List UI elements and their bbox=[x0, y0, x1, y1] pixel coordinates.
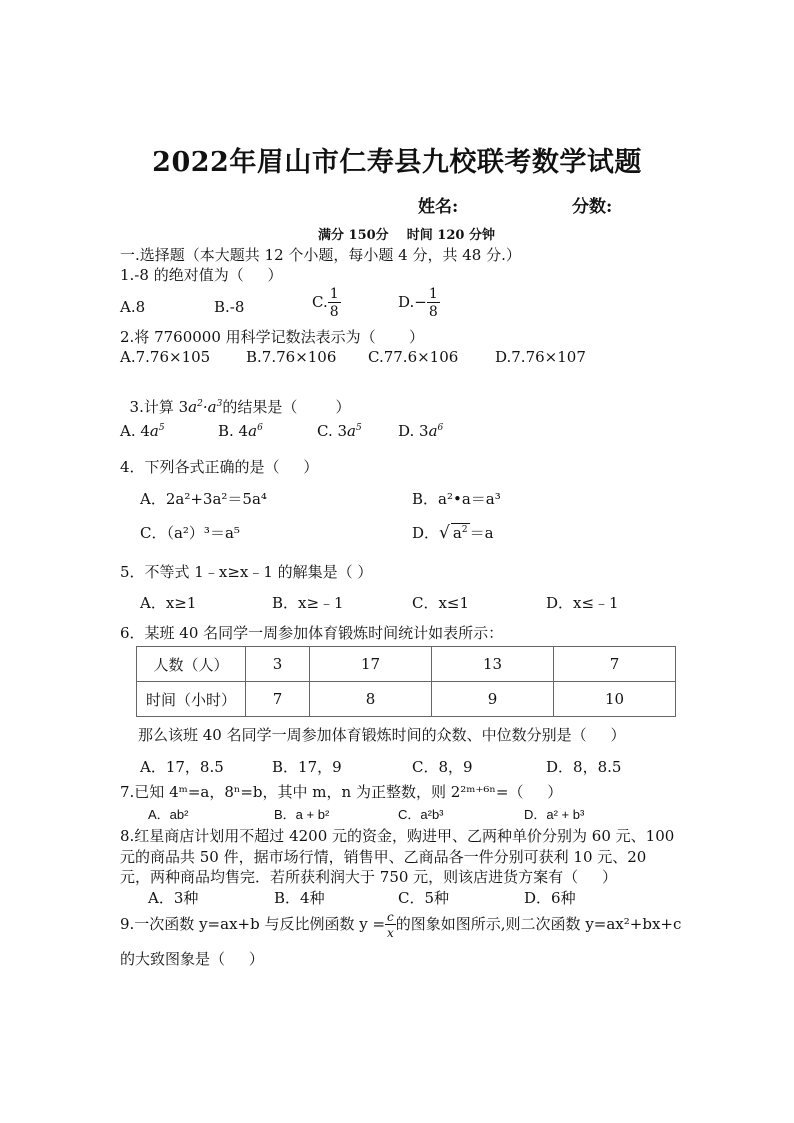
fraction-neg-one-eighth bbox=[427, 287, 440, 319]
question-8-option-b: B．4种 bbox=[274, 889, 325, 907]
opt-text: B. 4 bbox=[218, 422, 249, 440]
question-1-stem: 1.-8 的绝对值为（ ） bbox=[120, 266, 283, 284]
question-2-option-b: B.7.76×106 bbox=[246, 348, 337, 366]
frac-numerator: 1 bbox=[329, 286, 339, 302]
question-2-option-c: C.77.6×106 bbox=[368, 348, 459, 366]
name-label: 姓名: bbox=[418, 197, 459, 217]
question-3-option-b: B. $4a^6$ bbox=[218, 422, 263, 440]
question-5-option-d: D．x≤﹣1 bbox=[546, 594, 619, 612]
table-cell: 17 bbox=[310, 647, 432, 682]
question-3-option-a: A. $4a^5$ bbox=[120, 422, 165, 440]
page-title: 2022年眉山市仁寿县九校联考数学试题 bbox=[152, 147, 642, 178]
table-cell: 时间（小时） bbox=[137, 682, 246, 717]
question-1-option-c bbox=[312, 287, 341, 319]
exercise-time-table bbox=[136, 646, 676, 717]
question-6-option-b: B．17，9 bbox=[272, 758, 342, 776]
question-6-option-c: C．8，9 bbox=[412, 758, 473, 776]
q9-stem-pre: 9.一次函数 y=ax+b 与反比例函数 y = bbox=[120, 915, 386, 933]
question-4-option-c: C．（a²）³＝a⁵ bbox=[140, 524, 240, 542]
frac-denominator: x bbox=[387, 926, 394, 940]
question-4-option-d bbox=[412, 522, 494, 543]
exam-info: 满分 150分 时间 120 分钟 bbox=[318, 228, 495, 243]
question-4-stem: 4．下列各式正确的是（ ） bbox=[120, 458, 319, 476]
table-cell: 7 bbox=[553, 647, 675, 682]
question-6-option-d: D．8，8.5 bbox=[546, 758, 622, 776]
question-5-option-c: C．x≤1 bbox=[412, 594, 470, 612]
opt-text: C. 3 bbox=[317, 422, 348, 440]
table-cell: 3 bbox=[246, 647, 310, 682]
opt-text: A. 4 bbox=[120, 422, 150, 440]
question-2-stem: 2.将 7760000 用科学记数法表示为（ ） bbox=[120, 328, 425, 346]
frac-denominator: 8 bbox=[428, 304, 438, 320]
question-7-option-d: D．a² + b³ bbox=[524, 807, 585, 822]
opt-prefix: D． bbox=[412, 524, 440, 542]
question-4-option-a: A．2a²+3a²＝5a⁴ bbox=[140, 490, 267, 508]
question-7-stem: 7.已知 4ᵐ=a，8ⁿ=b，其中 m，n 为正整数，则 2²ᵐ⁺⁶ⁿ=（ ） bbox=[120, 783, 563, 801]
question-5-option-a: A．x≥1 bbox=[140, 594, 197, 612]
table-cell: 10 bbox=[553, 682, 675, 717]
fraction-one-eighth bbox=[328, 287, 341, 319]
question-8-option-c: C．5种 bbox=[398, 889, 450, 907]
question-3-stem bbox=[120, 378, 350, 417]
question-5-stem: 5．不等式 1﹣x≥x﹣1 的解集是（ ） bbox=[120, 563, 373, 581]
question-8-line-3: 元，两种商品均售完．若所获利润大于 750 元，则该店进货方案有（ ） bbox=[120, 868, 618, 886]
question-2-option-d: D.7.76×107 bbox=[495, 348, 586, 366]
table-cell: 7 bbox=[246, 682, 310, 717]
question-8-option-a: A．3种 bbox=[148, 889, 199, 907]
q9-stem-post: 的图象如图所示,则二次函数 y=ax²+bx+c bbox=[395, 915, 682, 933]
question-5-option-b: B．x≥﹣1 bbox=[272, 594, 344, 612]
option-c-prefix: C. bbox=[312, 293, 328, 311]
question-4-option-b: B．a²•a＝a³ bbox=[412, 490, 501, 508]
table-cell: 13 bbox=[432, 647, 554, 682]
question-7-option-c: C．a²b³ bbox=[398, 807, 444, 822]
fraction-c-over-x bbox=[385, 911, 396, 939]
question-1-option-a: A.8 bbox=[120, 298, 146, 316]
table-cell: 8 bbox=[310, 682, 432, 717]
section-heading: 一.选择题（本大题共 12 个小题，每小题 4 分，共 48 分.） bbox=[120, 246, 521, 264]
opt-text: D. 3 bbox=[398, 422, 429, 440]
frac-numerator: 1 bbox=[428, 286, 438, 302]
q3-stem-pre: 3.计算 3 bbox=[129, 398, 189, 416]
question-7-option-a: A．ab² bbox=[148, 807, 189, 822]
q3-stem-post: 的结果是（ ） bbox=[222, 398, 351, 416]
frac-numerator: c bbox=[387, 910, 394, 924]
table-cell: 人数（人） bbox=[137, 647, 246, 682]
question-8-line-2: 元的商品共 50 件，据市场行情，销售甲、乙商品各一件分别可获利 10 元、20 bbox=[120, 848, 647, 866]
question-1-option-d bbox=[398, 287, 440, 319]
sqrt-radicand: $a^2$ bbox=[452, 524, 468, 542]
opt-suffix: ＝a bbox=[469, 524, 494, 542]
score-label: 分数: bbox=[572, 197, 613, 217]
question-6-stem: 6．某班 40 名同学一周参加体育锻炼时间统计如表所示： bbox=[120, 624, 504, 642]
question-3-option-c: C. $3a^5$ bbox=[317, 422, 362, 440]
table-row bbox=[137, 682, 676, 717]
question-8-option-d: D．6种 bbox=[524, 889, 576, 907]
question-6-option-a: A．17，8.5 bbox=[140, 758, 224, 776]
question-9-stem bbox=[120, 911, 681, 939]
table-row bbox=[137, 647, 676, 682]
question-7-option-b: B．a + b² bbox=[274, 807, 330, 822]
question-2-option-a: A.7.76×105 bbox=[120, 348, 211, 366]
frac-denominator: 8 bbox=[329, 304, 339, 320]
q3-expression: $a^2\cdot a^3$ bbox=[188, 398, 223, 416]
question-6-followup: 那么该班 40 名同学一周参加体育锻炼时间的众数、中位数分别是（ ） bbox=[138, 726, 626, 744]
sqrt-icon: √ bbox=[439, 523, 450, 543]
question-3-option-d: D. $3a^6$ bbox=[398, 422, 444, 440]
table-cell: 9 bbox=[432, 682, 554, 717]
option-d-prefix: D.− bbox=[398, 293, 427, 311]
question-8-line-1: 8.红星商店计划用不超过 4200 元的资金，购进甲、乙两种单价分别为 60 元、100 bbox=[120, 827, 675, 845]
question-1-option-b: B.-8 bbox=[214, 298, 245, 316]
question-9-line-2: 的大致图象是（ ） bbox=[120, 950, 264, 968]
